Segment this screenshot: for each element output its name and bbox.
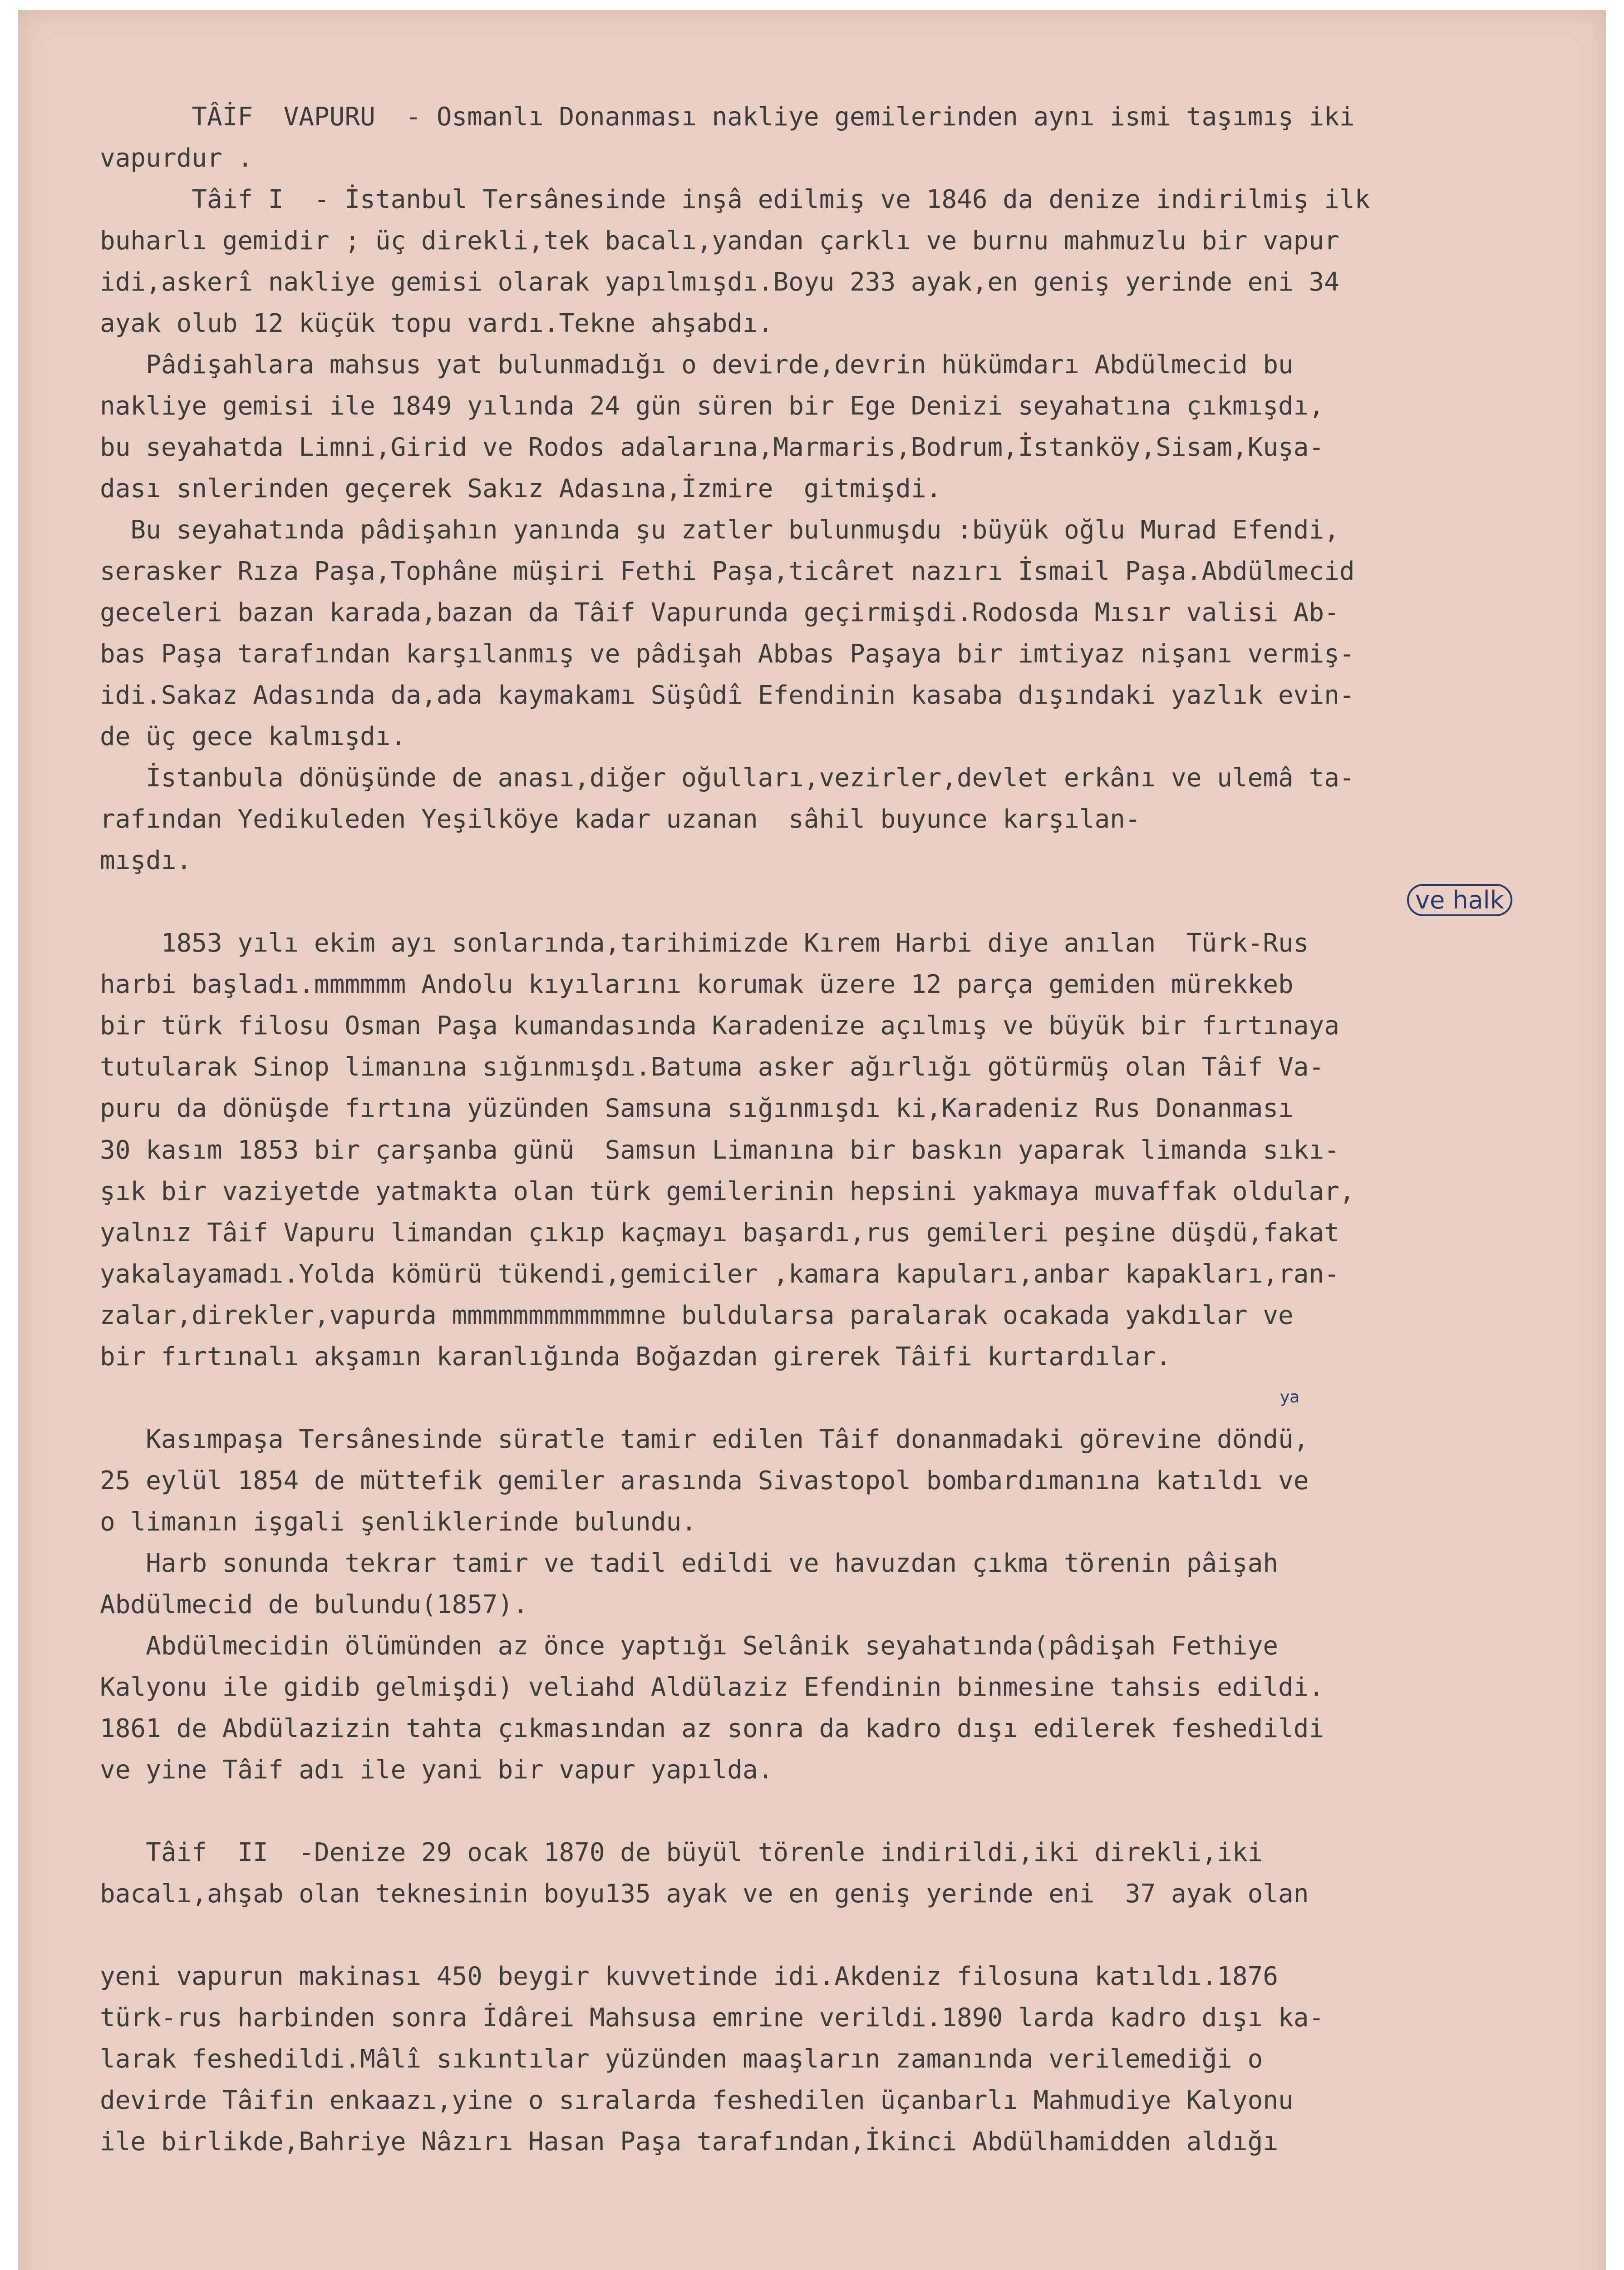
- typed-line: buharlı gemidir ; üç direkli,tek bacalı,yandan çarklı ve burnu mahmuzlu bir vapur: [100, 226, 1339, 256]
- typed-line: Pâdişahlara mahsus yat bulunmadığı o devirde,devrin hükümdarı Abdülmecid bu: [100, 350, 1294, 380]
- typed-line: ile birlikde,Bahriye Nâzırı Hasan Paşa tarafından,İkinci Abdülhamidden aldığı: [100, 2127, 1279, 2156]
- typed-line: de üç gece kalmışdı.: [100, 722, 406, 751]
- typed-line: o limanın işgali şenliklerinde bulundu.: [100, 1507, 697, 1537]
- handwritten-interlinear-note: ya: [1280, 1388, 1300, 1406]
- typed-line: yakalayamadı.Yolda kömürü tükendi,gemiciler ,kamara kapuları,anbar kapakları,ran-: [100, 1259, 1339, 1289]
- typed-line: Kalyonu ile gidib gelmişdi) veliahd Aldülaziz Efendinin binmesine tahsis edildi.: [100, 1673, 1324, 1702]
- typed-line: devirde Tâifin enkaazı,yine o sıralarda feshedilen üçanbarlı Mahmudiye Kalyonu: [100, 2086, 1294, 2115]
- typed-line: TÂİF VAPURU - Osmanlı Donanması nakliye gemilerinden aynı ismi taşımış iki: [100, 102, 1355, 132]
- typed-line: harbi başladı.mmmmmm Andolu kıyılarını korumak üzere 12 parça gemiden mürekkeb: [100, 970, 1294, 999]
- typed-line: bir türk filosu Osman Paşa kumandasında Karadenize açılmış ve büyük bir fırtınaya: [100, 1011, 1339, 1041]
- typed-line: vapurdur .: [100, 143, 253, 173]
- typed-line: 1861 de Abdülazizin tahta çıkmasından az sonra da kadro dışı edilerek feshedildi: [100, 1714, 1324, 1743]
- typed-line: Abdülmecidin ölümünden az önce yaptığı Selânik seyahatında(pâdişah Fethiye: [100, 1631, 1279, 1661]
- typed-line: serasker Rıza Paşa,Tophâne müşiri Fethi Paşa,ticâret nazırı İsmail Paşa.Abdülmecid: [100, 557, 1355, 586]
- typed-line: Bu seyahatında pâdişahın yanında şu zatler bulunmuşdu :büyük oğlu Murad Efendi,: [100, 515, 1339, 545]
- typed-line: bu seyahatda Limni,Girid ve Rodos adalarına,Marmaris,Bodrum,İstanköy,Sisam,Kuşa-: [100, 433, 1324, 462]
- typed-line: bas Paşa tarafından karşılanmış ve pâdişah Abbas Paşaya bir imtiyaz nişanı vermiş-: [100, 639, 1355, 669]
- typed-line: ayak olub 12 küçük topu vardı.Tekne ahşabdı.: [100, 309, 773, 338]
- typed-line: mışdı.: [100, 846, 192, 875]
- typed-line: Tâif I - İstanbul Tersânesinde inşâ edilmiş ve 1846 da denize indirilmiş ilk: [100, 185, 1370, 214]
- typewritten-page: [18, 10, 1606, 2270]
- typed-line: İstanbula dönüşünde de anası,diğer oğulları,vezirler,devlet erkânı ve ulemâ ta-: [100, 763, 1355, 793]
- typed-line: dası snlerinden geçerek Sakız Adasına,İzmire gitmişdi.: [100, 474, 942, 503]
- typed-line: puru da dönüşde fırtına yüzünden Samsuna sığınmışdı ki,Karadeniz Rus Donanması: [100, 1094, 1294, 1123]
- typed-line: yalnız Tâif Vapuru limandan çıkıp kaçmayı başardı,rus gemileri peşine düşdü,fakat: [100, 1218, 1339, 1248]
- typed-line: zalar,direkler,vapurda mmmmmmmmmmmmne buldularsa paralarak ocakada yakdılar ve: [100, 1301, 1294, 1330]
- typed-line: Tâif II -Denize 29 ocak 1870 de büyül törenle indirildi,iki direkli,iki: [100, 1838, 1263, 1867]
- typed-line: Kasımpaşa Tersânesinde süratle tamir edilen Tâif donanmadaki görevine döndü,: [100, 1425, 1309, 1454]
- typed-line: türk-rus harbinden sonra İdârei Mahsusa emrine verildi.1890 larda kadro dışı ka-: [100, 2003, 1324, 2033]
- typed-line: idi,askerî nakliye gemisi olarak yapılmışdı.Boyu 233 ayak,en geniş yerinde eni 34: [100, 267, 1339, 297]
- handwritten-insertion-ve-halk: ve halk: [1407, 884, 1512, 916]
- typed-line: bir fırtınalı akşamın karanlığında Boğazdan girerek Tâifi kurtardılar.: [100, 1342, 1171, 1372]
- typed-line: larak feshedildi.Mâlî sıkıntılar yüzünden maaşların zamanında verilemediği o: [100, 2044, 1263, 2074]
- typed-line: 30 kasım 1853 bir çarşanba günü Samsun Limanına bir baskın yaparak limanda sıkı-: [100, 1135, 1339, 1165]
- typed-line: 25 eylül 1854 de müttefik gemiler arasında Sivastopol bombardımanına katıldı ve: [100, 1466, 1309, 1495]
- typed-line: tutularak Sinop limanına sığınmışdı.Batuma asker ağırlığı götürmüş olan Tâif Va-: [100, 1052, 1324, 1082]
- typed-line: ve yine Tâif adı ile yani bir vapur yapılda.: [100, 1755, 773, 1785]
- typed-line: Harb sonunda tekrar tamir ve tadil edildi ve havuzdan çıkma törenin pâişah: [100, 1549, 1279, 1578]
- typed-line: Abdülmecid de bulundu(1857).: [100, 1590, 529, 1619]
- typed-line: rafından Yedikuleden Yeşilköye kadar uzanan sâhil buyunce karşılan-: [100, 804, 1141, 834]
- typed-line: nakliye gemisi ile 1849 yılında 24 gün süren bir Ege Denizi seyahatına çıkmışdı,: [100, 391, 1324, 421]
- typed-line: şık bir vaziyetde yatmakta olan türk gemilerinin hepsini yakmaya muvaffak oldular,: [100, 1177, 1355, 1206]
- typed-line: geceleri bazan karada,bazan da Tâif Vapurunda geçirmişdi.Rodosda Mısır valisi Ab-: [100, 598, 1339, 627]
- typed-line: 1853 yılı ekim ayı sonlarında,tarihimizde Kırem Harbi diye anılan Türk-Rus: [100, 928, 1309, 958]
- typed-line: bacalı,ahşab olan teknesinin boyu135 ayak ve en geniş yerinde eni 37 ayak olan: [100, 1879, 1309, 1909]
- typed-line: yeni vapurun makinası 450 beygir kuvvetinde idi.Akdeniz filosuna katıldı.1876: [100, 1962, 1279, 1991]
- typed-line: idi.Sakaz Adasında da,ada kaymakamı Süşûdî Efendinin kasaba dışındaki yazlık evin-: [100, 681, 1355, 710]
